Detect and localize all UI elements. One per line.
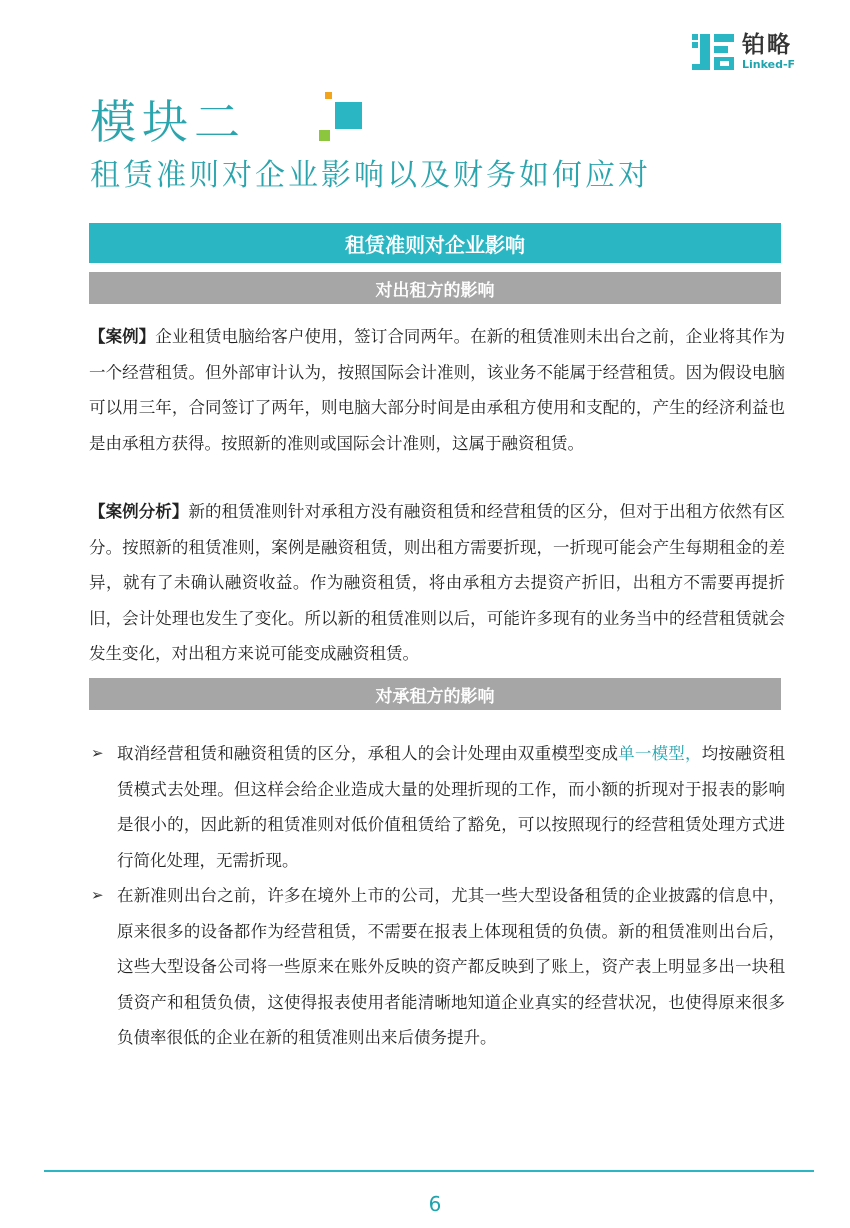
bullet1-text-a: 取消经营租赁和融资租赁的区分，承租人的会计处理由双重模型变成 [117,744,619,763]
bullet1-highlight: 单一模型， [618,744,702,763]
lessee-heading-bar: 对承租方的影响 [89,678,781,710]
list-item [89,878,785,1056]
module-subtitle: 租赁准则对企业影响以及财务如何应对 [90,158,651,193]
footer-divider [44,1170,814,1172]
logo-subtitle: Linked-F [742,58,796,71]
case-tag: 【案例】 [89,327,156,346]
logo-mark-icon [692,32,736,72]
case-analysis-paragraph [89,494,785,672]
logo-name: 铂略 [742,32,792,58]
arrow-bullet-icon: ➢ [91,744,104,762]
case-paragraph [89,319,785,461]
page-number: 6 [428,1192,442,1216]
arrow-bullet-icon: ➢ [91,886,104,904]
analysis-tag: 【案例分析】 [89,502,189,521]
list-item [89,736,785,878]
decor-square-green [319,130,330,141]
bullet2-text: 在新准则出台之前，许多在境外上市的公司，尤其一些大型设备租赁的企业披露的信息中，原来很多的设备都作为经营租赁，不需要在报表上体现租赁的负债。新的租赁准则出台后，这些大型设备公司将一些原来在账外反映的资产都反映到了账上，资产表上明显多出一块租赁资产和租赁负债，这使得报表使用者能清晰地知道企业真实的经营状况，也使得原来很多负债率很低的企业在新的租赁准则出来后债务提升。 [117,886,785,1047]
bullet1-text-b: 均按融资租赁模式去处理。但这样会给企业造成大量的处理折现的工作，而小额的折现对于报表的影响是很小的，因此新的租赁准则对低价值租赁给了豁免，可以按照现行的经营租赁处理方式进行简化处理，无需折现。 [117,744,786,870]
module-title: 模块二 [90,95,246,149]
lessor-heading-bar: 对出租方的影响 [89,272,781,304]
case-text: 企业租赁电脑给客户使用，签订合同两年。在新的租赁准则未出台之前，企业将其作为一个经营租赁。但外部审计认为，按照国际会计准则，该业务不能属于经营租赁。因为假设电脑可以用三年，合同签订了两年，则电脑大部分时间是由承租方使用和支配的，产生的经济利益也是由承租方获得。按照新的准则或国际会计准则，这属于融资租赁。 [89,327,786,453]
brand-logo [692,32,810,74]
decor-square-teal [335,102,362,129]
lessee-bullet-list [89,736,785,1056]
section-title-bar: 租赁准则对企业影响 [89,223,781,263]
decor-square-orange [325,92,332,99]
analysis-text: 新的租赁准则针对承租方没有融资租赁和经营租赁的区分，但对于出租方依然有区分。按照新的租赁准则，案例是融资租赁，则出租方需要折现，一折现可能会产生每期租金的差异，就有了未确认融资收益。作为融资租赁，将由承租方去提资产折旧，出租方不需要再提折旧，会计处理也发生了变化。所以新的租赁准则以后，可能许多现有的业务当中的经营租赁就会发生变化，对出租方来说可能变成融资租赁。 [89,502,786,663]
